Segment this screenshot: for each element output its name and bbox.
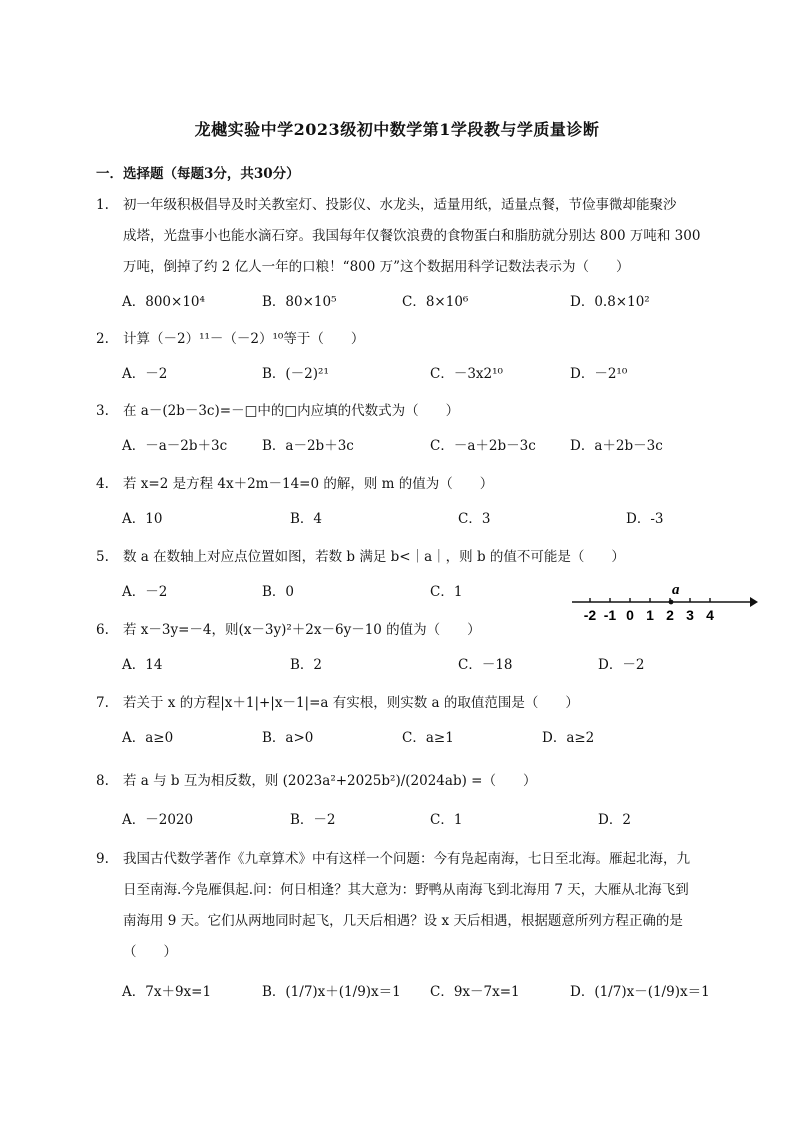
option-d[interactable]: D．a≥2 [542,730,595,746]
option-c[interactable]: C．－3x2¹⁰ [430,366,503,382]
option-d[interactable]: D．(1/7)x－(1/9)x＝1 [570,984,710,1000]
option-c[interactable]: C．1 [430,812,463,828]
option-b[interactable]: B．－2 [290,812,336,828]
option-b[interactable]: B．0 [262,584,295,600]
point-a-marker [669,600,674,605]
option-a[interactable]: A．－2 [122,584,168,600]
arrow-right-icon [750,597,758,607]
option-b[interactable]: B．80×10⁵ [262,294,337,310]
question-line: 计算（－2）¹¹－（－2）¹⁰等于（ ） [123,331,365,347]
question-number: 6. [96,622,109,638]
options-2 [122,362,712,384]
option-a[interactable]: A．－a－2b＋3c [122,438,228,454]
question-line: 初一年级积极倡导及时关教室灯、投影仪、水龙头，适量用纸，适量点餐，节俭事微却能聚沙 [123,197,677,213]
option-b[interactable]: B．4 [290,511,323,527]
point-a-label: a [672,582,680,598]
question-line: 若 a 与 b 互为相反数，则 (2023a²+2025b²)/(2024ab) =（ ） [123,773,537,789]
option-c[interactable]: C．9x－7x=1 [430,984,520,1000]
option-d[interactable]: D．a＋2b－3c [570,438,663,454]
option-b[interactable]: B．(－2)²¹ [262,366,329,382]
option-a[interactable]: A．a≥0 [122,730,174,746]
question-line: 万吨，倒掉了约 2 亿人一年的口粮！“800 万”这个数据用科学记数法表示为（ ） [123,259,630,275]
question-line: 我国古代数学著作《九章算术》中有这样一个问题：今有凫起南海，七日至北海。雁起北海，九 [123,851,690,867]
question-8 [96,766,706,797]
number-line-tick-label: 2 [666,607,674,623]
option-b[interactable]: B．2 [290,657,323,673]
options-4 [122,507,712,529]
option-c[interactable]: C．1 [430,584,463,600]
question-number: 9. [96,851,109,867]
question-number: 7. [96,695,109,711]
page-title: 龙樾实验中学2023级初中数学第1学段教与学质量诊断 [194,120,600,139]
option-b[interactable]: B．a－2b＋3c [262,438,354,454]
question-number: 3. [96,403,109,419]
question-line: 数 a 在数轴上对应点位置如图，若数 b 满足 b<｜a｜，则 b 的值不可能是（ ） [123,549,625,565]
options-9 [122,980,712,1002]
option-c[interactable]: C．－a＋2b－3c [430,438,536,454]
option-d[interactable]: D．0.8×10² [570,294,650,310]
question-line: 在 a－(2b－3c)=－□中的□内应填的代数式为（ ） [123,403,460,419]
question-5 [96,542,706,573]
option-c[interactable]: C．－18 [458,657,513,673]
question-3 [96,396,706,427]
number-line-tick-label: 1 [646,607,654,623]
option-a[interactable]: A．14 [122,657,163,673]
options-8 [122,808,712,830]
question-number: 5. [96,549,109,565]
question-6 [96,615,706,646]
option-a[interactable]: A．－2020 [122,812,194,828]
question-line: 若关于 x 的方程|x＋1|+|x－1|=a 有实根，则实数 a 的取值范围是（ ） [123,695,579,711]
question-line: 若 x=2 是方程 4x＋2m－14=0 的解，则 m 的值为（ ） [123,476,494,492]
number-line-tick-label: -1 [603,607,617,623]
question-number: 4. [96,476,109,492]
question-number: 8. [96,773,109,789]
option-a[interactable]: A．7x＋9x=1 [122,984,212,1000]
options-1 [122,290,712,312]
number-line-tick-label: -2 [583,607,597,623]
option-a[interactable]: A．800×10⁴ [122,294,205,310]
option-b[interactable]: B．(1/7)x＋(1/9)x＝1 [262,984,401,1000]
question-9 [96,844,706,968]
question-line: 日至南海.今凫雁俱起.问：何日相逢？其大意为：野鸭从南海飞到北海用 7 天，大雁从北海飞到 [123,882,689,898]
number-line-tick-label: 4 [706,607,714,623]
option-d[interactable]: D．－2 [598,657,645,673]
question-4 [96,469,706,500]
question-line: 成塔，光盘事小也能水滴石穿。我国每年仅餐饮浪费的食物蛋白和脂肪就分别达 800 万吨和 300 [123,228,701,244]
options-3 [122,434,712,456]
question-line: 南海用 9 天。它们从两地同时起飞，几天后相遇？设 x 天后相遇，根据题意所列方程正确的是 [123,913,683,929]
question-7 [96,688,706,719]
section-heading: 一．选择题（每题3分，共30分） [96,166,300,182]
options-5 [122,580,562,602]
question-2 [96,324,706,355]
option-c[interactable]: C．8×10⁶ [402,294,469,310]
question-line: （ ） [123,944,177,960]
option-a[interactable]: A．10 [122,511,163,527]
question-number: 1. [96,197,109,213]
option-c[interactable]: C．a≥1 [402,730,454,746]
question-line: 若 x－3y=－4，则(x－3y)²＋2x－6y－10 的值为（ ） [123,622,481,638]
option-d[interactable]: D．-3 [626,511,664,527]
question-number: 2. [96,331,109,347]
options-7 [122,726,712,748]
number-line-tick-label: 3 [686,607,694,623]
option-a[interactable]: A．－2 [122,366,168,382]
option-b[interactable]: B．a>0 [262,730,314,746]
options-6 [122,653,712,675]
option-c[interactable]: C．3 [458,511,491,527]
number-line-tick-label: 0 [626,607,634,623]
option-d[interactable]: D．－2¹⁰ [570,366,628,382]
option-d[interactable]: D．2 [598,812,631,828]
question-1 [96,190,706,283]
